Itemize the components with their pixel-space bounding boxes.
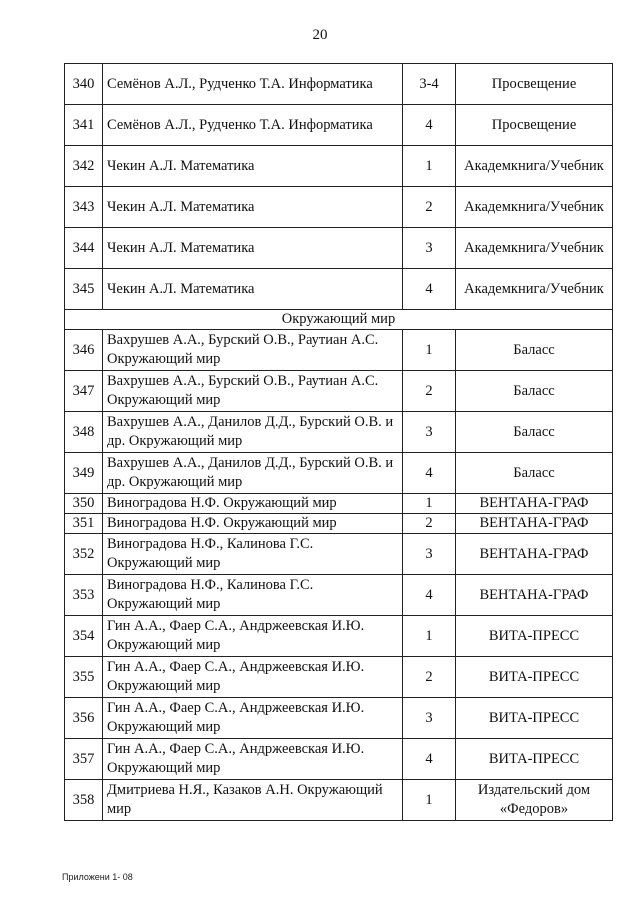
- publisher: Баласс: [456, 330, 613, 371]
- row-number: 353: [65, 575, 103, 616]
- publisher: ВИТА-ПРЕСС: [456, 657, 613, 698]
- table-row: [65, 453, 613, 494]
- table-row: [65, 64, 613, 105]
- publisher: ВЕНТАНА-ГРАФ: [456, 514, 613, 534]
- row-number: 350: [65, 494, 103, 514]
- row-number: 340: [65, 64, 103, 105]
- grade: 1: [403, 330, 456, 371]
- grade: 3: [403, 412, 456, 453]
- table-row: [65, 371, 613, 412]
- row-number: 352: [65, 534, 103, 575]
- book-title: Вахрушев А.А., Бурский О.В., Раутиан А.С. Окружающий мир: [103, 330, 403, 371]
- table-row: [65, 228, 613, 269]
- book-title: Чекин А.Л. Математика: [103, 146, 403, 187]
- book-title: Чекин А.Л. Математика: [103, 269, 403, 310]
- book-title: Гин А.А., Фаер С.А., Андржеевская И.Ю. Окружающий мир: [103, 698, 403, 739]
- grade: 1: [403, 146, 456, 187]
- table-row: [65, 269, 613, 310]
- textbook-table: [64, 63, 613, 821]
- row-number: 341: [65, 105, 103, 146]
- row-number: 357: [65, 739, 103, 780]
- row-number: 348: [65, 412, 103, 453]
- publisher: Академкнига/Учебник: [456, 269, 613, 310]
- book-title: Вахрушев А.А., Данилов Д.Д., Бурский О.В. и др. Окружающий мир: [103, 412, 403, 453]
- table-row: [65, 657, 613, 698]
- grade: 3: [403, 534, 456, 575]
- grade: 2: [403, 657, 456, 698]
- book-title: Виноградова Н.Ф. Окружающий мир: [103, 514, 403, 534]
- book-title: Вахрушев А.А., Данилов Д.Д., Бурский О.В. и др. Окружающий мир: [103, 453, 403, 494]
- row-number: 347: [65, 371, 103, 412]
- grade: 1: [403, 616, 456, 657]
- book-title: Дмитриева Н.Я., Казаков А.Н. Окружающий мир: [103, 780, 403, 821]
- book-title: Гин А.А., Фаер С.А., Андржеевская И.Ю. Окружающий мир: [103, 739, 403, 780]
- book-title: Виноградова Н.Ф., Калинова Г.С. Окружающий мир: [103, 575, 403, 616]
- row-number: 343: [65, 187, 103, 228]
- row-number: 342: [65, 146, 103, 187]
- publisher: ВЕНТАНА-ГРАФ: [456, 494, 613, 514]
- book-title: Вахрушев А.А., Бурский О.В., Раутиан А.С. Окружающий мир: [103, 371, 403, 412]
- grade: 4: [403, 739, 456, 780]
- book-title: Семёнов А.Л., Рудченко Т.А. Информатика: [103, 64, 403, 105]
- publisher: Издательский дом «Федоров»: [456, 780, 613, 821]
- table-row: [65, 494, 613, 514]
- book-title: Гин А.А., Фаер С.А., Андржеевская И.Ю. Окружающий мир: [103, 657, 403, 698]
- book-title: Чекин А.Л. Математика: [103, 228, 403, 269]
- grade: 2: [403, 371, 456, 412]
- grade: 3: [403, 698, 456, 739]
- table-row: [65, 514, 613, 534]
- table-row: [65, 187, 613, 228]
- book-title: Виноградова Н.Ф. Окружающий мир: [103, 494, 403, 514]
- publisher: Баласс: [456, 371, 613, 412]
- page-number: 20: [312, 27, 328, 43]
- row-number: 358: [65, 780, 103, 821]
- table-row: [65, 739, 613, 780]
- table-row: [65, 780, 613, 821]
- grade: 3-4: [403, 64, 456, 105]
- grade: 1: [403, 494, 456, 514]
- grade: 4: [403, 575, 456, 616]
- row-number: 354: [65, 616, 103, 657]
- table-row: [65, 105, 613, 146]
- book-title: Гин А.А., Фаер С.А., Андржеевская И.Ю. Окружающий мир: [103, 616, 403, 657]
- publisher: Просвещение: [456, 105, 613, 146]
- section-title: Окружающий мир: [65, 310, 613, 330]
- row-number: 344: [65, 228, 103, 269]
- table-row: [65, 575, 613, 616]
- grade: 3: [403, 228, 456, 269]
- publisher: ВИТА-ПРЕСС: [456, 616, 613, 657]
- publisher: Академкнига/Учебник: [456, 228, 613, 269]
- table-row: [65, 412, 613, 453]
- book-title: Чекин А.Л. Математика: [103, 187, 403, 228]
- publisher: Академкнига/Учебник: [456, 146, 613, 187]
- table-row: [65, 146, 613, 187]
- publisher: Просвещение: [456, 64, 613, 105]
- publisher: Баласс: [456, 412, 613, 453]
- publisher: Баласс: [456, 453, 613, 494]
- row-number: 349: [65, 453, 103, 494]
- publisher: ВИТА-ПРЕСС: [456, 698, 613, 739]
- book-title: Виноградова Н.Ф., Калинова Г.С. Окружающий мир: [103, 534, 403, 575]
- row-number: 356: [65, 698, 103, 739]
- row-number: 355: [65, 657, 103, 698]
- publisher: ВЕНТАНА-ГРАФ: [456, 534, 613, 575]
- publisher: ВИТА-ПРЕСС: [456, 739, 613, 780]
- grade: 1: [403, 780, 456, 821]
- grade: 2: [403, 187, 456, 228]
- table-row: [65, 698, 613, 739]
- grade: 2: [403, 514, 456, 534]
- table-row: [65, 330, 613, 371]
- book-title: Семёнов А.Л., Рудченко Т.А. Информатика: [103, 105, 403, 146]
- publisher: Академкнига/Учебник: [456, 187, 613, 228]
- table-row: [65, 534, 613, 575]
- row-number: 345: [65, 269, 103, 310]
- table-row: [65, 616, 613, 657]
- row-number: 351: [65, 514, 103, 534]
- footer-note: Приложени 1- 08: [62, 872, 133, 882]
- section-header-row: [65, 310, 613, 330]
- publisher: ВЕНТАНА-ГРАФ: [456, 575, 613, 616]
- grade: 4: [403, 269, 456, 310]
- grade: 4: [403, 453, 456, 494]
- grade: 4: [403, 105, 456, 146]
- row-number: 346: [65, 330, 103, 371]
